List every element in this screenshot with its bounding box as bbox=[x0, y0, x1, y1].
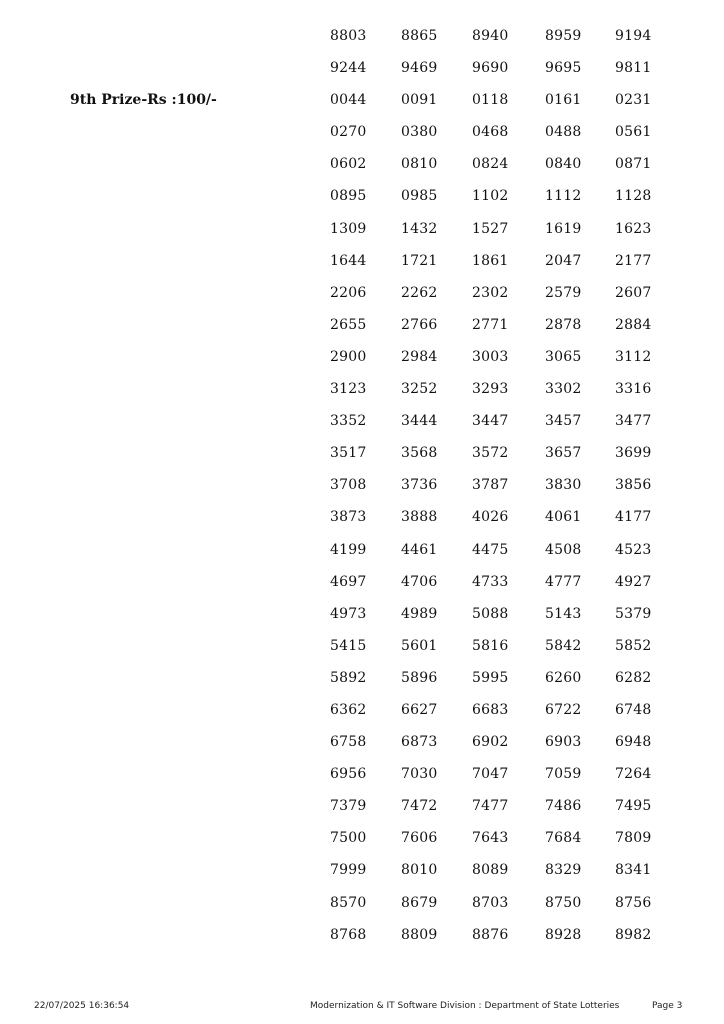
number-row bbox=[0, 443, 724, 475]
ticket-number: 3293 bbox=[472, 381, 509, 398]
ticket-number: 4177 bbox=[615, 509, 652, 526]
ticket-number: 8570 bbox=[330, 894, 367, 911]
ticket-number: 6948 bbox=[615, 734, 652, 751]
ticket-number: 4733 bbox=[472, 573, 509, 590]
ticket-number: 4026 bbox=[472, 509, 509, 526]
ticket-number: 0118 bbox=[472, 92, 509, 109]
ticket-number: 3657 bbox=[545, 445, 582, 462]
ticket-number: 3065 bbox=[545, 348, 582, 365]
ticket-number: 4061 bbox=[545, 509, 582, 526]
ticket-number: 3302 bbox=[545, 381, 582, 398]
ticket-number: 0810 bbox=[401, 156, 438, 173]
ticket-number: 5143 bbox=[545, 605, 582, 622]
ticket-number: 3123 bbox=[330, 381, 367, 398]
ticket-number: 0602 bbox=[330, 156, 367, 173]
ticket-number: 6873 bbox=[401, 734, 438, 751]
ticket-number: 2579 bbox=[545, 284, 582, 301]
number-row bbox=[0, 796, 724, 828]
ticket-number: 8959 bbox=[545, 28, 582, 44]
ticket-number: 9695 bbox=[545, 60, 582, 77]
number-row bbox=[0, 507, 724, 539]
ticket-number: 8865 bbox=[401, 28, 438, 44]
ticket-number: 5852 bbox=[615, 637, 652, 654]
ticket-number: 3316 bbox=[615, 381, 652, 398]
ticket-number: 9244 bbox=[330, 60, 367, 77]
ticket-number: 2177 bbox=[615, 252, 652, 269]
ticket-number: 1102 bbox=[472, 188, 509, 205]
ticket-number: 4777 bbox=[545, 573, 582, 590]
ticket-number: 7379 bbox=[330, 798, 367, 815]
ticket-number: 2766 bbox=[401, 316, 438, 333]
number-row bbox=[0, 58, 724, 90]
ticket-number: 3003 bbox=[472, 348, 509, 365]
number-row bbox=[0, 732, 724, 764]
number-row bbox=[0, 26, 724, 58]
ticket-number: 7486 bbox=[545, 798, 582, 815]
ticket-number: 6722 bbox=[545, 701, 582, 718]
ticket-number: 5816 bbox=[472, 637, 509, 654]
ticket-number: 4706 bbox=[401, 573, 438, 590]
ticket-number: 5892 bbox=[330, 669, 367, 686]
ticket-number: 7477 bbox=[472, 798, 509, 815]
ticket-number: 6362 bbox=[330, 701, 367, 718]
ticket-number: 7047 bbox=[472, 766, 509, 783]
ticket-number: 2771 bbox=[472, 316, 509, 333]
ticket-number: 6627 bbox=[401, 701, 438, 718]
footer-timestamp: 22/07/2025 16:36:54 bbox=[34, 1001, 130, 1011]
ticket-number: 1432 bbox=[401, 220, 438, 237]
ticket-number: 3447 bbox=[472, 413, 509, 430]
number-row bbox=[0, 572, 724, 604]
ticket-number: 4523 bbox=[615, 541, 652, 558]
ticket-number: 7606 bbox=[401, 830, 438, 847]
ticket-number: 6902 bbox=[472, 734, 509, 751]
ticket-number: 4927 bbox=[615, 573, 652, 590]
ticket-number: 7809 bbox=[615, 830, 652, 847]
ticket-number: 2302 bbox=[472, 284, 509, 301]
number-row bbox=[0, 668, 724, 700]
ticket-number: 3112 bbox=[615, 348, 652, 365]
number-row bbox=[0, 828, 724, 860]
ticket-number: 6903 bbox=[545, 734, 582, 751]
ticket-number: 3830 bbox=[545, 477, 582, 494]
ticket-number: 1644 bbox=[330, 252, 367, 269]
number-row bbox=[0, 411, 724, 443]
ticket-number: 2607 bbox=[615, 284, 652, 301]
number-row bbox=[0, 283, 724, 315]
ticket-number: 5379 bbox=[615, 605, 652, 622]
ticket-number: 5415 bbox=[330, 637, 367, 654]
ticket-number: 5842 bbox=[545, 637, 582, 654]
ticket-number: 4973 bbox=[330, 605, 367, 622]
ticket-number: 8982 bbox=[615, 926, 652, 943]
ticket-number: 3477 bbox=[615, 413, 652, 430]
ticket-number: 3708 bbox=[330, 477, 367, 494]
ticket-number: 0895 bbox=[330, 188, 367, 205]
ticket-number: 8010 bbox=[401, 862, 438, 879]
number-row bbox=[0, 347, 724, 379]
footer-page-number: Page 3 bbox=[652, 1001, 683, 1011]
ticket-number: 0044 bbox=[330, 92, 367, 109]
ticket-number: 6282 bbox=[615, 669, 652, 686]
ticket-number: 4989 bbox=[401, 605, 438, 622]
number-row bbox=[0, 251, 724, 283]
ticket-number: 4508 bbox=[545, 541, 582, 558]
ticket-number: 3444 bbox=[401, 413, 438, 430]
number-row bbox=[0, 475, 724, 507]
ticket-number: 7684 bbox=[545, 830, 582, 847]
number-row bbox=[0, 186, 724, 218]
ticket-number: 8928 bbox=[545, 926, 582, 943]
ticket-number: 8768 bbox=[330, 926, 367, 943]
ticket-number: 0091 bbox=[401, 92, 438, 109]
ticket-number: 7999 bbox=[330, 862, 367, 879]
number-row bbox=[0, 860, 724, 892]
number-row bbox=[0, 540, 724, 572]
ticket-number: 8089 bbox=[472, 862, 509, 879]
prize-label: 9th Prize-Rs :100/- bbox=[70, 92, 217, 108]
ticket-number: 1861 bbox=[472, 252, 509, 269]
ticket-number: 8876 bbox=[472, 926, 509, 943]
number-row bbox=[0, 636, 724, 668]
ticket-number: 1112 bbox=[545, 188, 582, 205]
ticket-number: 7030 bbox=[401, 766, 438, 783]
ticket-number: 3856 bbox=[615, 477, 652, 494]
ticket-number: 3352 bbox=[330, 413, 367, 430]
ticket-number: 0161 bbox=[545, 92, 582, 109]
number-row bbox=[0, 219, 724, 251]
ticket-number: 5088 bbox=[472, 605, 509, 622]
ticket-number: 9194 bbox=[615, 28, 652, 44]
ticket-number: 3699 bbox=[615, 445, 652, 462]
ticket-number: 7264 bbox=[615, 766, 652, 783]
number-row bbox=[0, 122, 724, 154]
ticket-number: 9690 bbox=[472, 60, 509, 77]
ticket-number: 6748 bbox=[615, 701, 652, 718]
number-row bbox=[0, 700, 724, 732]
number-row bbox=[0, 764, 724, 796]
ticket-number: 3736 bbox=[401, 477, 438, 494]
ticket-number: 6956 bbox=[330, 766, 367, 783]
number-row bbox=[0, 154, 724, 186]
ticket-number: 0824 bbox=[472, 156, 509, 173]
ticket-number: 1527 bbox=[472, 220, 509, 237]
ticket-number: 8679 bbox=[401, 894, 438, 911]
ticket-number: 4461 bbox=[401, 541, 438, 558]
footer-division: Modernization & IT Software Division : Department of State Lotteries bbox=[310, 1001, 620, 1011]
ticket-number: 8703 bbox=[472, 894, 509, 911]
ticket-number: 4475 bbox=[472, 541, 509, 558]
ticket-number: 4697 bbox=[330, 573, 367, 590]
ticket-number: 3517 bbox=[330, 445, 367, 462]
ticket-number: 9811 bbox=[615, 60, 652, 77]
ticket-number: 2884 bbox=[615, 316, 652, 333]
ticket-number: 9469 bbox=[401, 60, 438, 77]
ticket-number: 3787 bbox=[472, 477, 509, 494]
ticket-number: 3252 bbox=[401, 381, 438, 398]
ticket-number: 1721 bbox=[401, 252, 438, 269]
ticket-number: 2655 bbox=[330, 316, 367, 333]
ticket-number: 0231 bbox=[615, 92, 652, 109]
ticket-number: 8750 bbox=[545, 894, 582, 911]
ticket-number: 8940 bbox=[472, 28, 509, 44]
ticket-number: 3873 bbox=[330, 509, 367, 526]
ticket-number: 7472 bbox=[401, 798, 438, 815]
ticket-number: 2878 bbox=[545, 316, 582, 333]
ticket-number: 2206 bbox=[330, 284, 367, 301]
ticket-number: 8803 bbox=[330, 28, 367, 44]
ticket-number: 6758 bbox=[330, 734, 367, 751]
ticket-number: 3888 bbox=[401, 509, 438, 526]
ticket-number: 1309 bbox=[330, 220, 367, 237]
ticket-number: 0488 bbox=[545, 124, 582, 141]
ticket-number: 3568 bbox=[401, 445, 438, 462]
ticket-number: 8809 bbox=[401, 926, 438, 943]
ticket-number: 5601 bbox=[401, 637, 438, 654]
ticket-number: 1619 bbox=[545, 220, 582, 237]
ticket-number: 2262 bbox=[401, 284, 438, 301]
ticket-number: 8756 bbox=[615, 894, 652, 911]
number-row bbox=[0, 925, 724, 957]
number-row bbox=[0, 315, 724, 347]
ticket-number: 5995 bbox=[472, 669, 509, 686]
ticket-number: 0985 bbox=[401, 188, 438, 205]
ticket-number: 8329 bbox=[545, 862, 582, 879]
ticket-number: 0468 bbox=[472, 124, 509, 141]
ticket-number: 0380 bbox=[401, 124, 438, 141]
number-row bbox=[0, 893, 724, 925]
ticket-number: 6683 bbox=[472, 701, 509, 718]
ticket-number: 0840 bbox=[545, 156, 582, 173]
ticket-number: 2900 bbox=[330, 348, 367, 365]
number-row bbox=[0, 90, 724, 122]
ticket-number: 4199 bbox=[330, 541, 367, 558]
ticket-number: 2047 bbox=[545, 252, 582, 269]
ticket-number: 0270 bbox=[330, 124, 367, 141]
ticket-number: 5896 bbox=[401, 669, 438, 686]
number-row bbox=[0, 604, 724, 636]
ticket-number: 7643 bbox=[472, 830, 509, 847]
ticket-number: 0871 bbox=[615, 156, 652, 173]
ticket-number: 7500 bbox=[330, 830, 367, 847]
ticket-number: 0561 bbox=[615, 124, 652, 141]
number-row bbox=[0, 379, 724, 411]
ticket-number: 1128 bbox=[615, 188, 652, 205]
ticket-number: 2984 bbox=[401, 348, 438, 365]
ticket-number: 6260 bbox=[545, 669, 582, 686]
ticket-number: 1623 bbox=[615, 220, 652, 237]
ticket-number-grid bbox=[0, 26, 724, 957]
ticket-number: 7059 bbox=[545, 766, 582, 783]
ticket-number: 8341 bbox=[615, 862, 652, 879]
ticket-number: 3457 bbox=[545, 413, 582, 430]
ticket-number: 7495 bbox=[615, 798, 652, 815]
ticket-number: 3572 bbox=[472, 445, 509, 462]
